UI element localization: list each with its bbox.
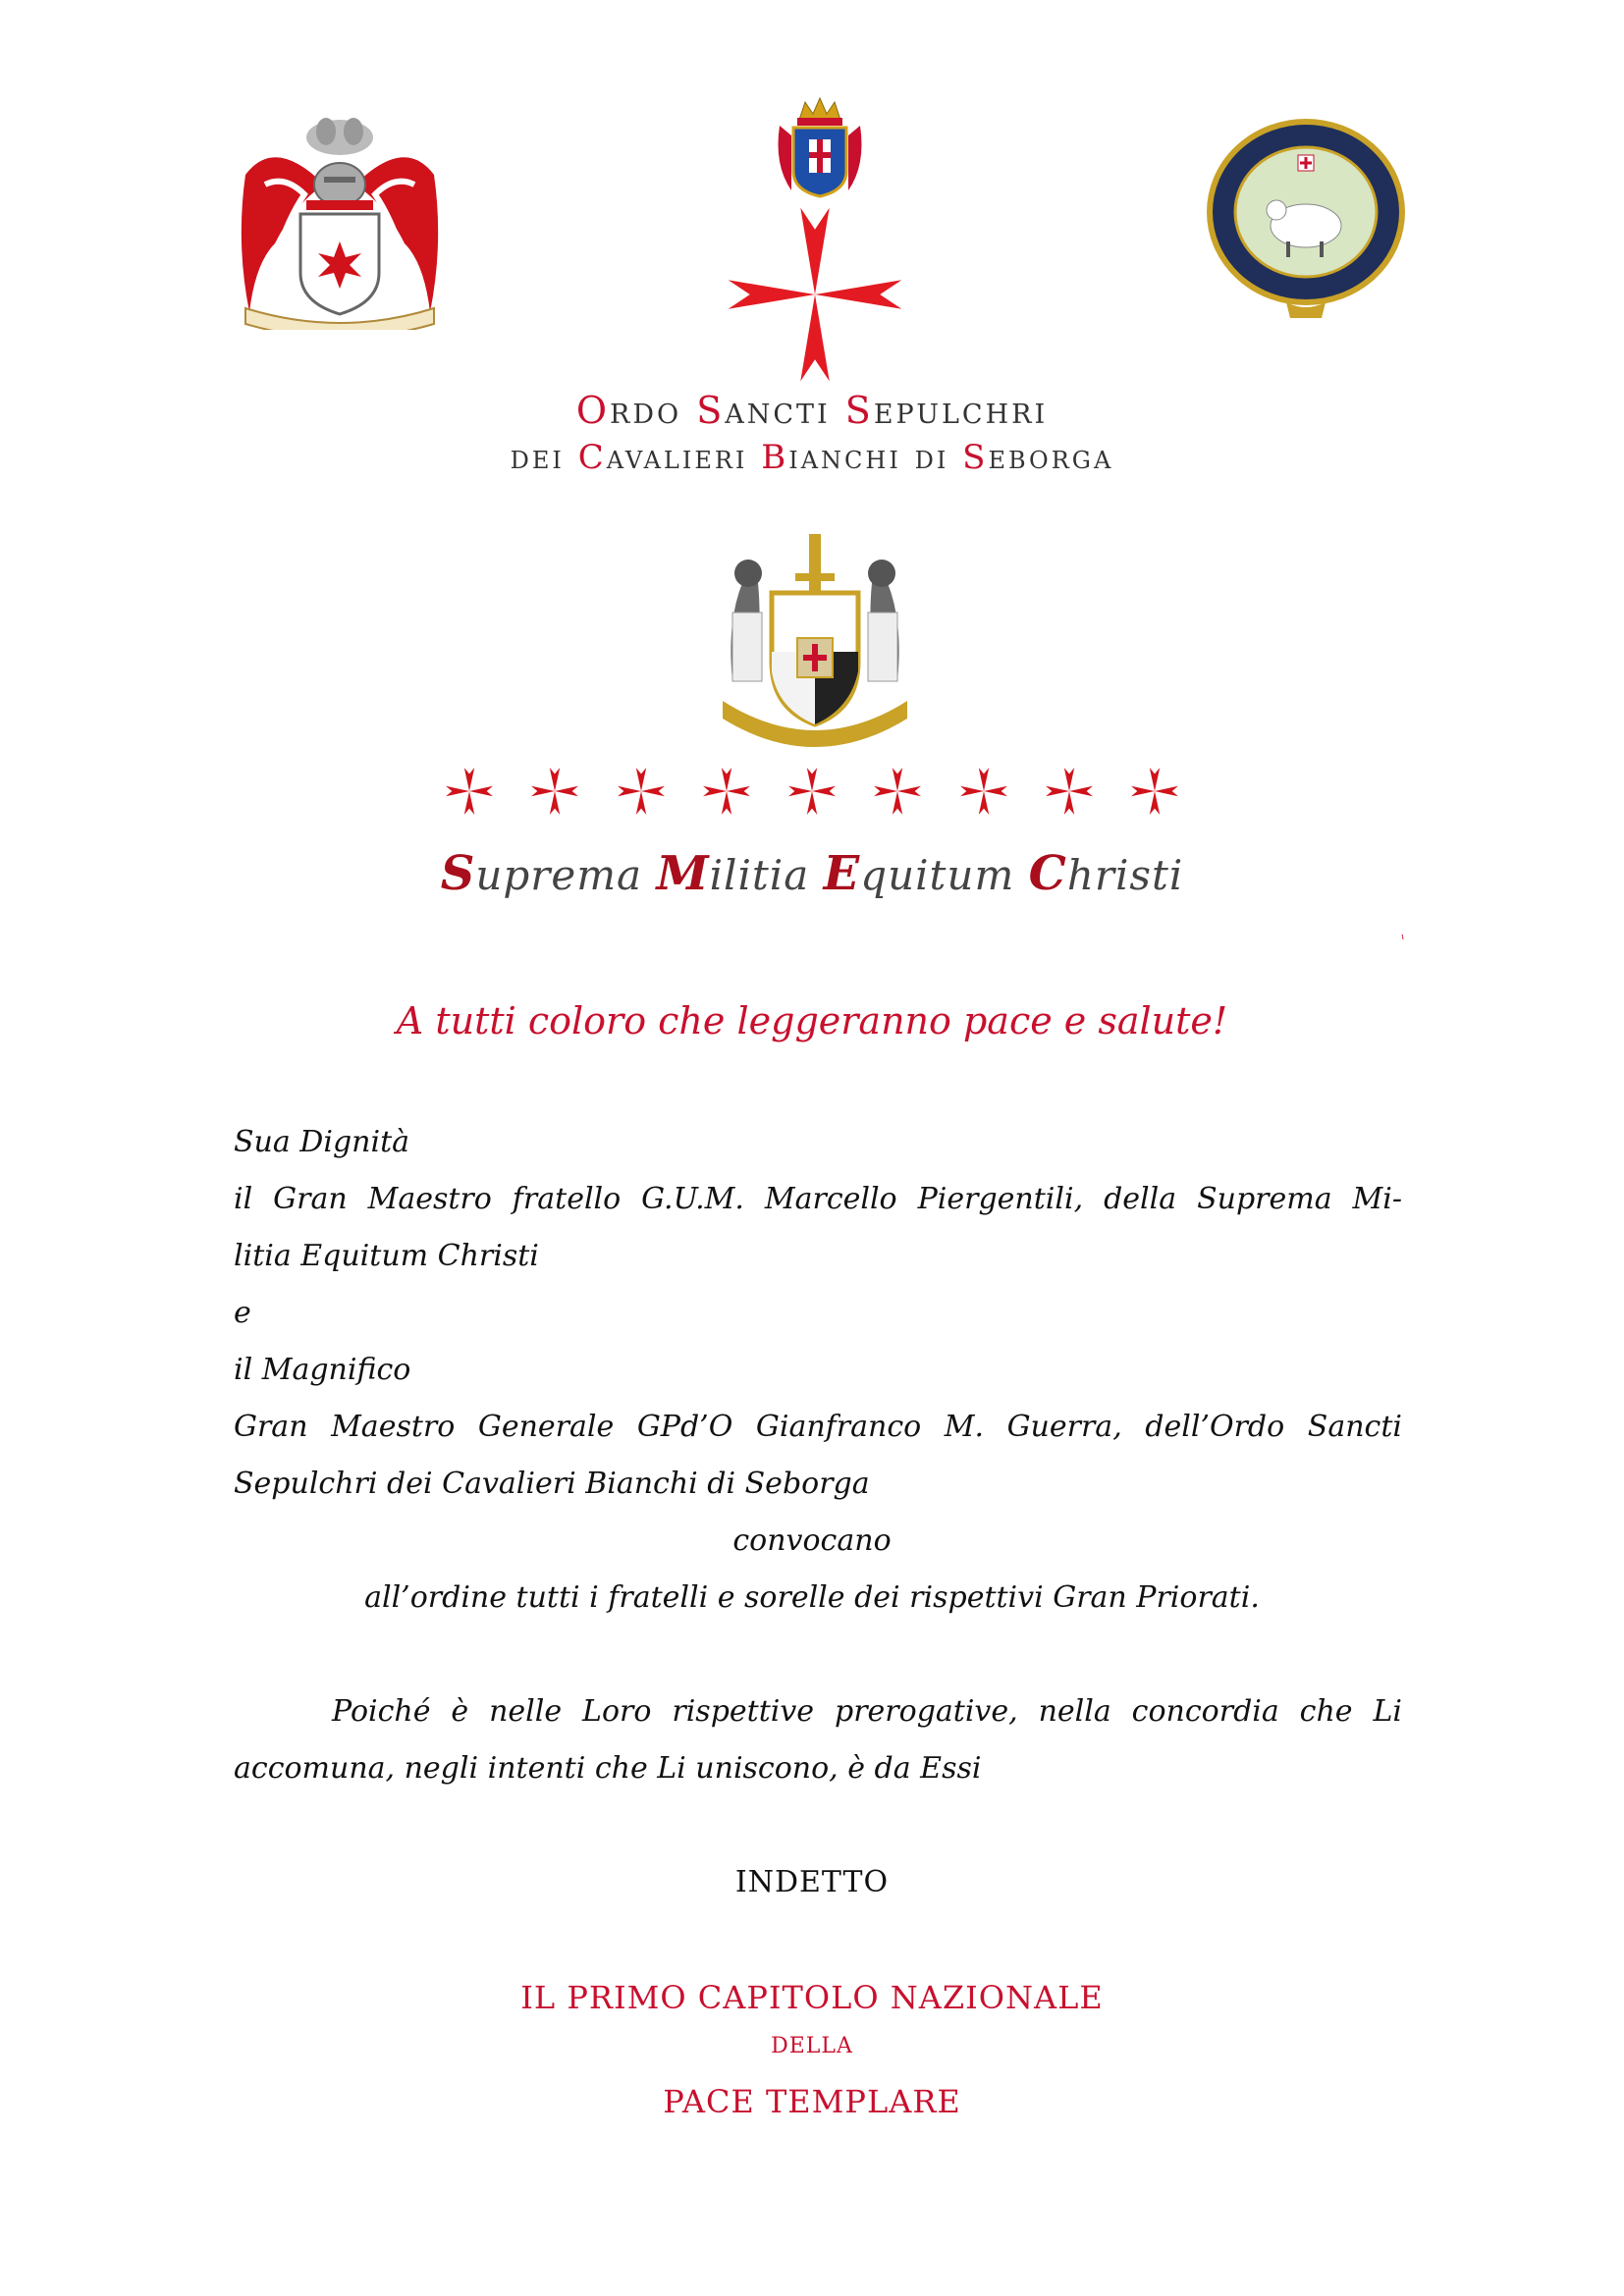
left-coat-of-arms (236, 116, 444, 330)
cross-icon (1044, 766, 1095, 817)
word: Sancti (696, 389, 845, 432)
knights-emblem (703, 534, 927, 748)
cross-icon (616, 766, 667, 817)
cross-icon (444, 766, 495, 817)
greeting: A tutti coloro che leggeranno pace e salute! (396, 999, 1228, 1042)
right-seal (1204, 116, 1408, 324)
cross-icon (872, 766, 923, 817)
body-line: litia Equitum Christi (234, 1239, 539, 1273)
body-line: Gran Maestro Generale GPd’O Gianfranco M. Guerra, dell’Ordo Sancti (234, 1410, 1402, 1444)
word: Bianchi di (761, 438, 963, 477)
tiny-mark: ι (1401, 933, 1405, 942)
paragraph-line: Poiché è nelle Loro rispettive prerogative, nella concordia che Li (332, 1694, 1402, 1729)
event-title-line2: DELLA (771, 2034, 853, 2058)
word: Cavalieri (577, 438, 762, 477)
cross-row (444, 764, 1180, 819)
event-title-line3: PACE TEMPLARE (663, 2083, 961, 2120)
indetto-heading: INDETTO (734, 1865, 890, 1899)
body-line: Sua Dignità (234, 1125, 410, 1159)
word: Sepulchri (844, 389, 1049, 432)
cross-icon (786, 766, 838, 817)
event-title-line1: IL PRIMO CAPITOLO NAZIONALE (520, 1979, 1104, 2016)
templar-cross-icon (725, 204, 905, 385)
cross-icon (701, 766, 752, 817)
order-title-line2 (0, 438, 1624, 477)
body-line: all’ordine tutti i fratelli e sorelle dei rispettivi Gran Priorati. (364, 1580, 1260, 1615)
body-line: convocano (732, 1523, 892, 1558)
body-line: Sepulchri dei Cavalieri Bianchi di Seborga (234, 1467, 870, 1501)
cross-icon (529, 766, 580, 817)
word: Ordo (575, 389, 697, 432)
order-title-line1 (0, 389, 1624, 432)
paragraph-line: accomuna, negli intenti che Li uniscono, è da Essi (234, 1751, 982, 1786)
body-line: il Gran Maestro fratello G.U.M. Marcello Piergentili, della Suprema Mi- (234, 1182, 1402, 1216)
word: Seborga (962, 438, 1114, 477)
word: Equitum (823, 846, 1029, 901)
word: Christi (1028, 846, 1184, 901)
cross-icon (1129, 766, 1180, 817)
body-line: e (234, 1296, 251, 1330)
word: Militia (656, 846, 824, 901)
body-line: il Magnifico (234, 1353, 411, 1387)
word: Suprema (440, 846, 657, 901)
word: dei (510, 438, 578, 477)
militia-title (0, 846, 1624, 901)
cross-icon (958, 766, 1009, 817)
center-royal-crest (772, 96, 868, 198)
